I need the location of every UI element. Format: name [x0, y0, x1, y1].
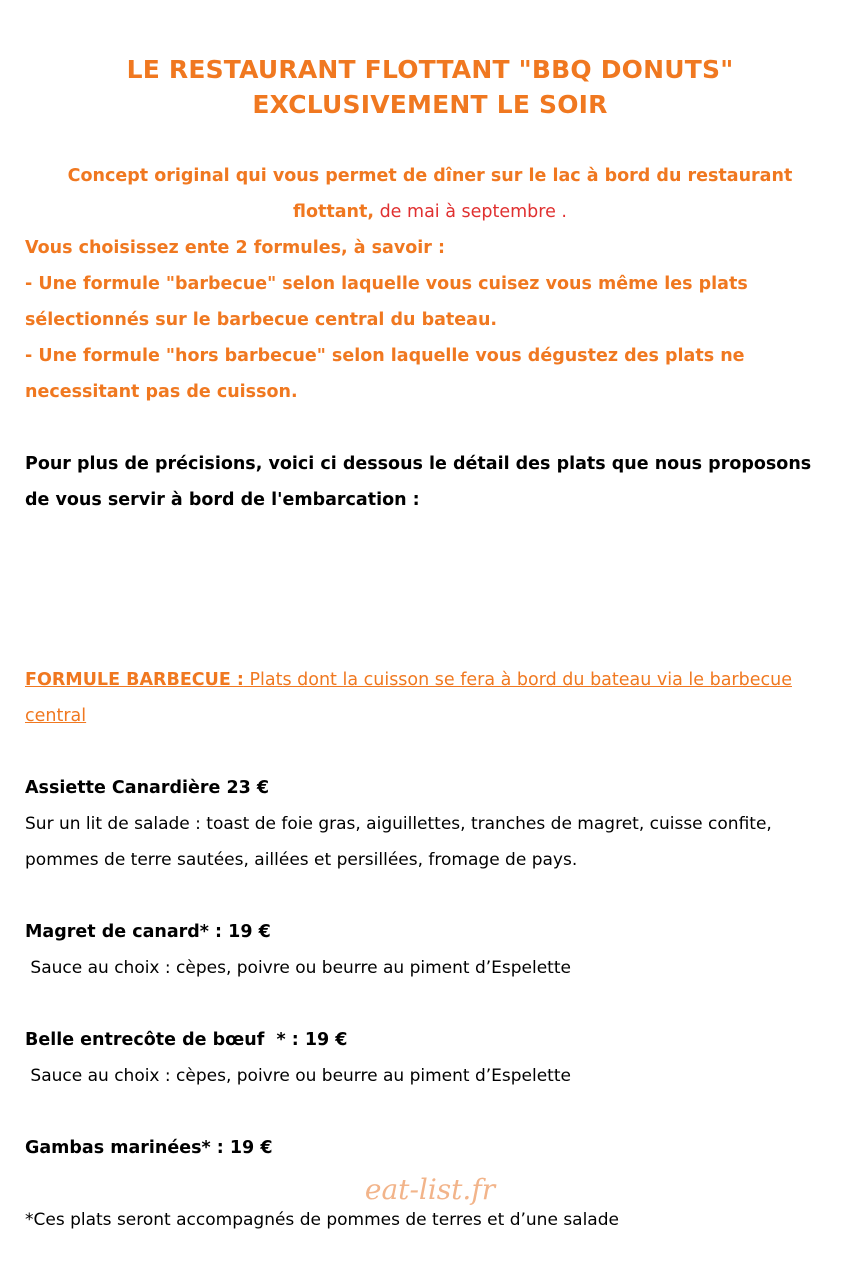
- intro-line: Vous choisissez ente 2 formules, à savoir :: [25, 238, 446, 258]
- page-title-line2: EXCLUSIVEMENT LE SOIR: [252, 90, 608, 119]
- dish-name: Assiette Canardière 23 €: [25, 778, 270, 798]
- formule-label: FORMULE BARBECUE :: [25, 670, 244, 690]
- intro-line: - Une formule "barbecue" selon laquelle vous cuisez vous même les plats: [25, 274, 748, 294]
- dish-name: Gambas marinées* : 19 €: [25, 1138, 273, 1158]
- dish-name: Belle entrecôte de bœuf * : 19 €: [25, 1030, 348, 1050]
- intro-dates: de mai à septembre .: [374, 202, 567, 222]
- formule-heading: [25, 662, 792, 698]
- intro-line: sélectionnés sur le barbecue central du bateau.: [25, 310, 498, 330]
- dish-description: Sauce au choix : cèpes, poivre ou beurre au piment d’Espelette: [25, 1066, 571, 1086]
- intro-line: - Une formule "hors barbecue" selon laquelle vous dégustez des plats ne: [25, 346, 745, 366]
- intro-line-dates: [0, 194, 860, 230]
- details-line: de vous servir à bord de l'embarcation :: [25, 490, 420, 510]
- dish-description: pommes de terre sautées, aillées et persillées, fromage de pays.: [25, 850, 578, 870]
- intro-line: Concept original qui vous permet de dîner sur le lac à bord du restaurant: [67, 166, 793, 186]
- intro-flottant: flottant,: [293, 202, 375, 222]
- intro-line: necessitant pas de cuisson.: [25, 382, 298, 402]
- formule-text-cont: central: [25, 706, 87, 726]
- dish-name: Magret de canard* : 19 €: [25, 922, 271, 942]
- dish-description: Sauce au choix : cèpes, poivre ou beurre au piment d’Espelette: [25, 958, 571, 978]
- dish-description: Sur un lit de salade : toast de foie gras, aiguillettes, tranches de magret, cuisse confite,: [25, 814, 772, 834]
- details-line: Pour plus de précisions, voici ci dessous le détail des plats que nous proposons: [25, 454, 812, 474]
- formule-text: Plats dont la cuisson se fera à bord du bateau via le barbecue: [243, 670, 792, 690]
- footnote: *Ces plats seront accompagnés de pommes de terres et d’une salade: [25, 1210, 619, 1230]
- watermark: eat-list.fr: [364, 1173, 496, 1206]
- page-title-line1: LE RESTAURANT FLOTTANT "BBQ DONUTS": [126, 55, 734, 84]
